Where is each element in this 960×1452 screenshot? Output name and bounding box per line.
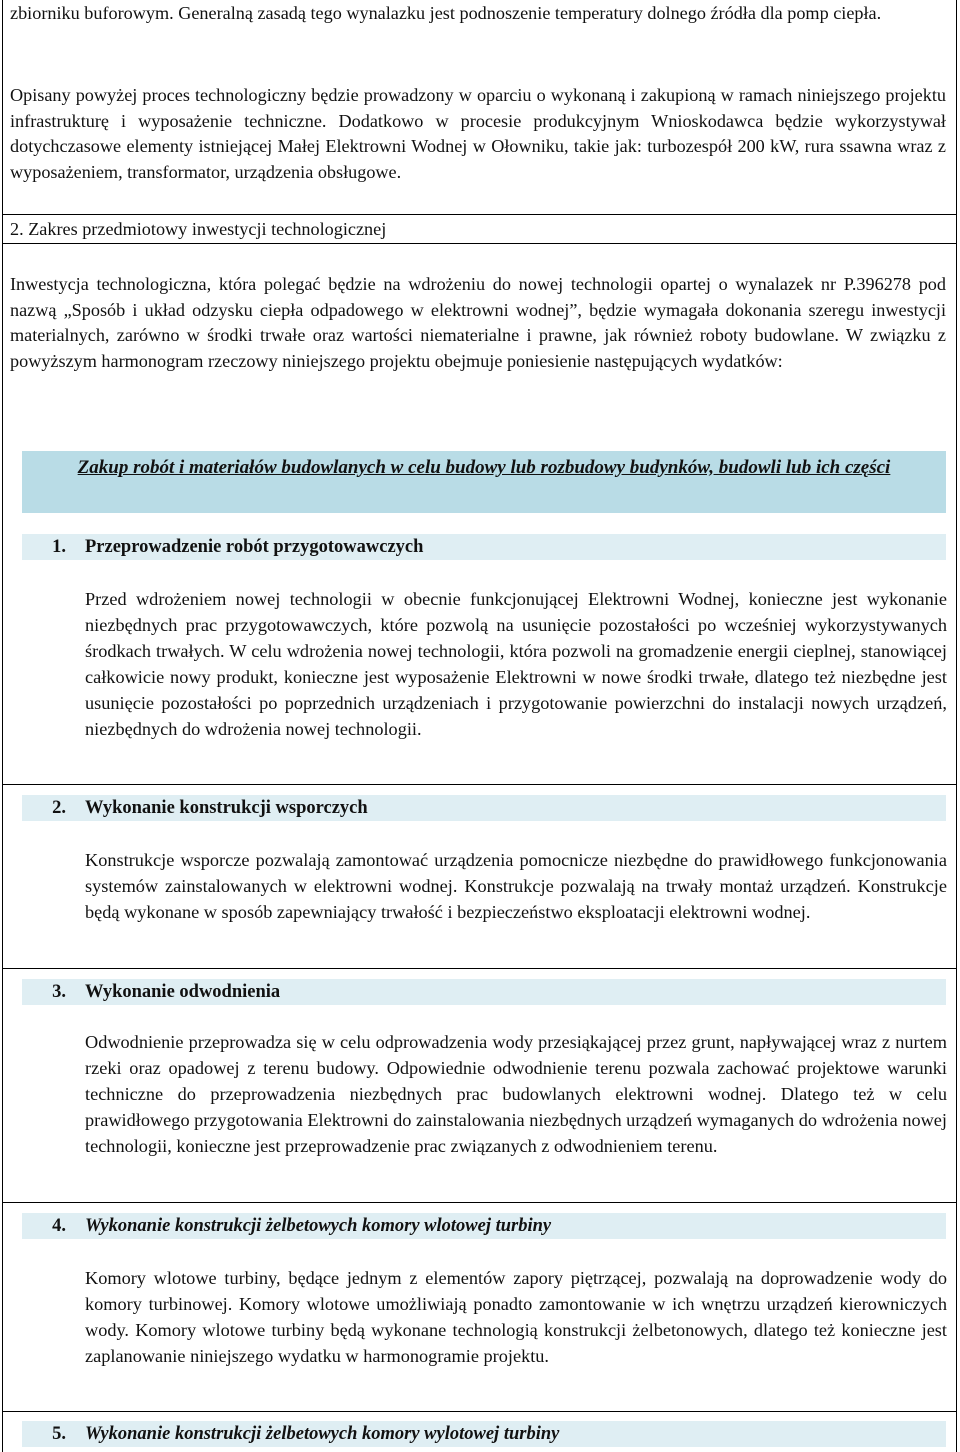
item-number: 1. — [52, 537, 66, 557]
investment-paragraph: Inwestycja technologiczna, która polegać będzie na wdrożeniu do nowej technologii opartej o wynalazek nr P.396278 pod nazwą „Sposób i układ odzysku ciepła odpadowego w elektrowni wodnej”, będzie wymagała dokonania szeregu inwestycji materialnych, zarówno w środki trwałe oraz wartości niematerialne i prawne, jak również roboty budowlane. W związku z powyższym harmonogram rzeczowy niniejszego projektu obejmuje poniesienie następujących wydatków: — [10, 274, 946, 371]
item-divider — [2, 1411, 957, 1412]
item-title: Wykonanie konstrukcji wsporczych — [85, 798, 368, 818]
item-divider — [2, 784, 957, 785]
item-divider — [2, 1202, 957, 1203]
section-heading: 2. Zakres przedmiotowy inwestycji technologicznej — [10, 219, 387, 239]
item-divider — [2, 968, 957, 969]
item-text: Komory wlotowe turbiny, będące jednym z elementów zapory piętrzącej, pozwalają na doprowadzenie wody do komory turbinowej. Komory wlotowe umożliwiają ponadto zamontowanie w ich wnętrzu urządzeń kierowniczych wody. Komory wlotowe turbiny będą wykonane technologią konstrukcji żelbetonowych, dlatego też konieczne jest zaplanowanie niniejszego wydatku w harmonogramie projektu. — [85, 1268, 947, 1366]
item-text: Odwodnienie przeprowadza się w celu odprowadzenia wody przesiąkającej przez grunt, napływającej wraz z nurtem rzeki oraz opadowej z terenu budowy. Odpowiednie odwodnienie terenu pozwala zachować projektowe warunki techniczne do przeprowadzenia niezbędnych prac budowlanych elektrowni wodnej. Dlatego też w celu prawidłowego przygotowania Elektrowni do zainstalowania niezbędnych urządzeń wymaganych do wdrożenia nowej technologii, konieczne jest przeprowadzenie prac związanych z odwodnieniem terenu. — [85, 1032, 947, 1156]
item-number: 2. — [52, 798, 66, 818]
category-banner — [22, 451, 946, 513]
item-title: Wykonanie odwodnienia — [85, 982, 281, 1002]
item-title: Wykonanie konstrukcji żelbetowych komory wlotowej turbiny — [85, 1216, 552, 1236]
item-number: 4. — [52, 1216, 66, 1236]
item-text: Przed wdrożeniem nowej technologii w obecnie funkcjonującej Elektrowni Wodnej, konieczne jest wykonanie niezbędnych prac przygotowawczych, które pozwolą na usunięcie pozostałości po wcześniej wykorzystywanych środkach trwałych. W celu wdrożenia nowej technologii, która pozwoli na gromadzenie energii cieplnej, stanowiącej całkowicie nowy produkt, konieczne jest wyposażenie Elektrowni w nowe środki trwałe, dlatego też niezbędne jest usunięcie pozostałości po poprzednich urządzeniach i przygotowanie powierzchni do instalacji nowych urządzeń, niezbędnych do wdrożenia nowej technologii. — [85, 589, 947, 739]
item-text: Konstrukcje wsporcze pozwalają zamontować urządzenia pomocnicze niezbędne do prawidłowego funkcjonowania systemów zainstalowanych w elektrowni wodnej. Konstrukcje pozwalają na trwały montaż urządzeń. Konstrukcje będą wykonane w sposób zapewniający trwałość i bezpieczeństwo eksploatacji elektrowni wodnej. — [85, 850, 947, 922]
item-title: Wykonanie konstrukcji żelbetowych komory wylotowej turbiny — [85, 1424, 560, 1444]
section-divider-bottom — [2, 243, 957, 244]
category-title: Zakup robót i materiałów budowlanych w celu budowy lub rozbudowy budynków, budowli lub ich części — [77, 457, 891, 478]
item-number: 3. — [52, 982, 66, 1002]
item-title: Przeprowadzenie robót przygotowawczych — [85, 537, 424, 557]
item-number: 5. — [52, 1424, 66, 1444]
section-divider-top — [2, 214, 957, 215]
intro-paragraph: zbiorniku buforowym. Generalną zasadą tego wynalazku jest podnoszenie temperatury dolnego źródła dla pomp ciepła. — [10, 3, 882, 23]
process-paragraph: Opisany powyżej proces technologiczny będzie prowadzony w oparciu o wykonaną i zakupioną w ramach niniejszego projektu infrastrukturę i wyposażenie techniczne. Dodatkowo w procesie produkcyjnym Wnioskodawca będzie wykorzystywał dotychczasowe elementy istniejącej Małej Elektrowni Wodnej w Ołowniku, takie jak: turbozespół 200 kW, rura ssawna wraz z wyposażeniem, transformator, urządzenia obsługowe. — [10, 85, 946, 182]
